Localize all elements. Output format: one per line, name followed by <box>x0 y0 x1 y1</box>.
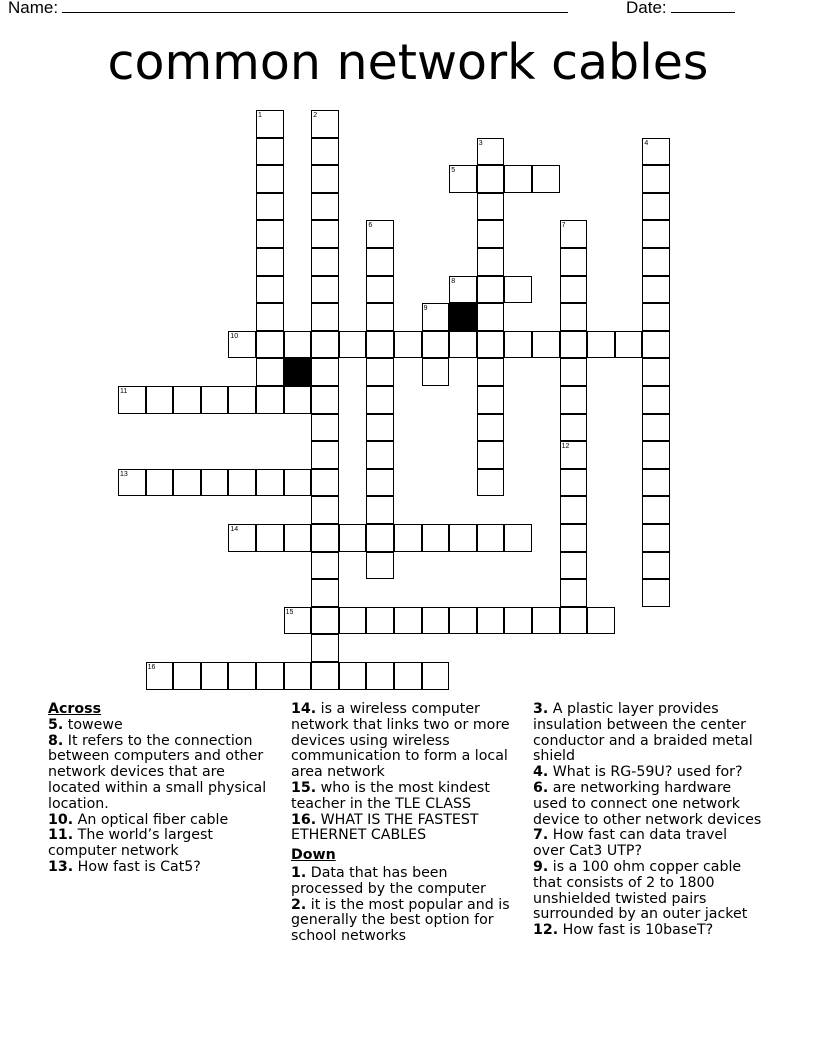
grid-cell[interactable] <box>366 303 394 331</box>
grid-cell[interactable] <box>504 524 532 552</box>
grid-cell[interactable] <box>477 248 505 276</box>
grid-cell[interactable] <box>228 331 256 359</box>
clue-down-9: 9. is a 100 ohm copper cable that consists of 2 to 1800 unshielded twisted pairs surrounded by an outer jacket <box>533 858 748 923</box>
grid-cell[interactable] <box>587 607 615 635</box>
grid-cell[interactable] <box>256 303 284 331</box>
clue-number: 9 <box>423 305 428 313</box>
grid-cell[interactable] <box>311 496 339 524</box>
grid-cell[interactable] <box>477 414 505 442</box>
grid-cell[interactable] <box>532 607 560 635</box>
grid-cell[interactable] <box>311 248 339 276</box>
grid-cell[interactable] <box>449 165 477 193</box>
clue-number: 13 <box>120 470 128 478</box>
grid-block-cell <box>284 358 312 386</box>
clue-across-5: 5. towewe <box>48 716 123 733</box>
grid-cell[interactable] <box>449 276 477 304</box>
clue-down-4: 4. What is RG-59U? used for? <box>533 764 743 781</box>
clues-column-3 <box>533 702 763 939</box>
grid-cell[interactable] <box>256 358 284 386</box>
grid-cell[interactable] <box>477 607 505 635</box>
grid-cell[interactable] <box>642 193 670 221</box>
clue-number: 14 <box>230 526 239 533</box>
grid-cell[interactable] <box>311 662 339 690</box>
grid-cell[interactable] <box>256 662 284 690</box>
grid-cell[interactable] <box>339 662 367 690</box>
grid-cell[interactable] <box>228 662 256 690</box>
clue-number: 12 <box>561 443 570 451</box>
grid-cell[interactable] <box>284 524 312 552</box>
grid-cell[interactable] <box>311 138 339 166</box>
clue-number: 8 <box>451 277 456 285</box>
grid-cell[interactable] <box>366 552 394 580</box>
grid-cell[interactable] <box>422 358 450 386</box>
grid-cell[interactable] <box>201 469 229 497</box>
grid-cell[interactable] <box>366 414 394 442</box>
grid-cell[interactable] <box>560 496 588 524</box>
clue-number: 5 <box>451 167 456 175</box>
grid-cell[interactable] <box>311 165 339 193</box>
grid-cell[interactable] <box>560 331 588 359</box>
grid-cell[interactable] <box>311 110 339 138</box>
grid-cell[interactable] <box>477 220 505 248</box>
grid-cell[interactable] <box>422 524 450 552</box>
clue-across-14: 14. is a wireless computer network that links two or more devices using wireless communication to form a local area network <box>291 701 510 781</box>
clue-across-10: 10. An optical fiber cable <box>48 811 229 828</box>
grid-cell[interactable] <box>311 220 339 248</box>
clue-across-15: 15. who is the most kindest teacher in the TLE CLASS <box>291 779 490 812</box>
name-label: Name: <box>8 0 59 17</box>
clue-number: 15 <box>285 608 294 616</box>
clue-down-3: 3. A plastic layer provides insulation between the center conductor and a braided metal shield <box>533 701 753 765</box>
down-heading: Down <box>291 847 336 864</box>
grid-cell[interactable] <box>504 331 532 359</box>
grid-cell[interactable] <box>284 469 312 497</box>
grid-cell[interactable] <box>532 165 560 193</box>
grid-cell[interactable] <box>256 138 284 166</box>
grid-cell[interactable] <box>642 469 670 497</box>
grid-cell[interactable] <box>311 386 339 414</box>
grid-cell[interactable] <box>449 607 477 635</box>
grid-cell[interactable] <box>284 386 312 414</box>
grid-cell[interactable] <box>560 469 588 497</box>
grid-cell[interactable] <box>256 331 284 359</box>
grid-cell[interactable] <box>366 248 394 276</box>
grid-cell[interactable] <box>394 662 422 690</box>
clue-number: 6 <box>368 222 373 230</box>
grid-cell[interactable] <box>642 441 670 469</box>
clue-number: 4 <box>644 139 649 147</box>
across-heading: Across <box>48 701 102 717</box>
grid-cell[interactable] <box>339 331 367 359</box>
grid-cell[interactable] <box>311 524 339 552</box>
grid-cell[interactable] <box>118 469 146 497</box>
grid-cell[interactable] <box>201 386 229 414</box>
grid-cell[interactable] <box>256 110 284 138</box>
grid-cell[interactable] <box>256 220 284 248</box>
grid-cell[interactable] <box>560 276 588 304</box>
grid-cell[interactable] <box>477 165 505 193</box>
grid-block-cell <box>449 303 477 331</box>
grid-cell[interactable] <box>477 386 505 414</box>
grid-cell[interactable] <box>228 386 256 414</box>
grid-cell[interactable] <box>642 303 670 331</box>
grid-cell[interactable] <box>422 662 450 690</box>
grid-cell[interactable] <box>311 607 339 635</box>
grid-cell[interactable] <box>477 138 505 166</box>
grid-cell[interactable] <box>366 331 394 359</box>
grid-cell[interactable] <box>366 496 394 524</box>
grid-cell[interactable] <box>560 552 588 580</box>
grid-cell[interactable] <box>256 276 284 304</box>
grid-cell[interactable] <box>560 220 588 248</box>
grid-cell[interactable] <box>642 165 670 193</box>
grid-cell[interactable] <box>642 496 670 524</box>
grid-cell[interactable] <box>256 524 284 552</box>
grid-cell[interactable] <box>477 524 505 552</box>
clue-number: 11 <box>120 388 128 395</box>
clues-column-1 <box>48 702 278 876</box>
grid-cell[interactable] <box>560 579 588 607</box>
grid-cell[interactable] <box>366 220 394 248</box>
grid-cell[interactable] <box>394 524 422 552</box>
grid-cell[interactable] <box>311 331 339 359</box>
clue-number: 3 <box>478 139 483 147</box>
grid-cell[interactable] <box>311 414 339 442</box>
clue-across-16: 16. WHAT IS THE FASTEST ETHERNET CABLES <box>291 811 479 844</box>
grid-cell[interactable] <box>146 469 174 497</box>
clue-number: 1 <box>258 112 262 119</box>
grid-cell[interactable] <box>394 607 422 635</box>
grid-cell[interactable] <box>366 441 394 469</box>
grid-cell[interactable] <box>560 303 588 331</box>
clue-number: 10 <box>230 332 239 340</box>
grid-cell[interactable] <box>173 469 201 497</box>
grid-cell[interactable] <box>256 193 284 221</box>
clue-across-11: 11. The world’s largest computer network <box>48 827 213 860</box>
grid-cell[interactable] <box>366 276 394 304</box>
clue-across-13: 13. How fast is Cat5? <box>48 858 201 875</box>
grid-cell[interactable] <box>311 441 339 469</box>
grid-cell[interactable] <box>615 331 643 359</box>
grid-cell[interactable] <box>642 276 670 304</box>
grid-cell[interactable] <box>587 331 615 359</box>
grid-cell[interactable] <box>477 358 505 386</box>
grid-cell[interactable] <box>311 303 339 331</box>
grid-cell[interactable] <box>146 662 174 690</box>
grid-cell[interactable] <box>422 303 450 331</box>
grid-cell[interactable] <box>118 386 146 414</box>
grid-cell[interactable] <box>284 607 312 635</box>
grid-cell[interactable] <box>642 386 670 414</box>
grid-cell[interactable] <box>366 524 394 552</box>
grid-cell[interactable] <box>560 524 588 552</box>
grid-cell[interactable] <box>560 414 588 442</box>
grid-cell[interactable] <box>366 358 394 386</box>
grid-cell[interactable] <box>477 469 505 497</box>
clue-down-7: 7. How fast can data travel over Cat3 UTP? <box>533 827 728 860</box>
grid-cell[interactable] <box>284 331 312 359</box>
clue-down-6: 6. are networking hardware used to connect one network device to other network devices <box>533 779 762 828</box>
grid-cell[interactable] <box>284 662 312 690</box>
grid-cell[interactable] <box>642 248 670 276</box>
grid-cell[interactable] <box>449 524 477 552</box>
grid-cell[interactable] <box>366 662 394 690</box>
grid-cell[interactable] <box>477 441 505 469</box>
grid-cell[interactable] <box>394 331 422 359</box>
clue-down-12: 12. How fast is 10baseT? <box>533 922 714 939</box>
grid-cell[interactable] <box>477 331 505 359</box>
grid-cell[interactable] <box>642 524 670 552</box>
grid-cell[interactable] <box>311 276 339 304</box>
grid-cell[interactable] <box>339 607 367 635</box>
grid-cell[interactable] <box>311 358 339 386</box>
grid-cell[interactable] <box>642 138 670 166</box>
grid-cell[interactable] <box>256 386 284 414</box>
grid-cell[interactable] <box>532 331 560 359</box>
clue-number: 7 <box>561 222 566 230</box>
date-label: Date: <box>626 0 667 17</box>
grid-cell[interactable] <box>256 469 284 497</box>
grid-cell[interactable] <box>642 579 670 607</box>
grid-cell[interactable] <box>449 331 477 359</box>
grid-cell[interactable] <box>642 552 670 580</box>
grid-cell[interactable] <box>366 469 394 497</box>
clue-number: 2 <box>313 112 318 119</box>
grid-cell[interactable] <box>311 579 339 607</box>
grid-cell[interactable] <box>228 524 256 552</box>
grid-cell[interactable] <box>311 193 339 221</box>
grid-cell[interactable] <box>560 386 588 414</box>
grid-cell[interactable] <box>256 248 284 276</box>
grid-cell[interactable] <box>422 331 450 359</box>
clue-down-2: 2. it is the most popular and is generally the best option for school networks <box>291 896 510 945</box>
clues-column-2 <box>291 702 521 945</box>
grid-cell[interactable] <box>173 662 201 690</box>
grid-cell[interactable] <box>201 662 229 690</box>
grid-cell[interactable] <box>366 607 394 635</box>
grid-cell[interactable] <box>504 607 532 635</box>
grid-cell[interactable] <box>560 358 588 386</box>
grid-cell[interactable] <box>228 469 256 497</box>
grid-cell[interactable] <box>477 303 505 331</box>
grid-cell[interactable] <box>366 386 394 414</box>
page-title: common network cables <box>107 34 709 91</box>
grid-cell[interactable] <box>311 552 339 580</box>
grid-cell[interactable] <box>642 220 670 248</box>
grid-cell[interactable] <box>642 414 670 442</box>
grid-cell[interactable] <box>311 634 339 662</box>
grid-cell[interactable] <box>311 469 339 497</box>
grid-cell[interactable] <box>477 276 505 304</box>
grid-cell[interactable] <box>504 165 532 193</box>
grid-cell[interactable] <box>560 441 588 469</box>
grid-cell[interactable] <box>642 331 670 359</box>
grid-cell[interactable] <box>477 193 505 221</box>
grid-cell[interactable] <box>146 386 174 414</box>
grid-cell[interactable] <box>339 524 367 552</box>
grid-cell[interactable] <box>560 248 588 276</box>
grid-cell[interactable] <box>173 386 201 414</box>
grid-cell[interactable] <box>422 607 450 635</box>
clue-across-8: 8. It refers to the connection between computers and other network devices that are located within a small physical location. <box>48 732 267 812</box>
grid-cell[interactable] <box>642 358 670 386</box>
grid-cell[interactable] <box>256 165 284 193</box>
grid-cell[interactable] <box>504 276 532 304</box>
clue-down-1: 1. Data that has been processed by the computer <box>291 864 486 897</box>
grid-cell[interactable] <box>560 607 588 635</box>
clue-number: 16 <box>147 664 156 671</box>
